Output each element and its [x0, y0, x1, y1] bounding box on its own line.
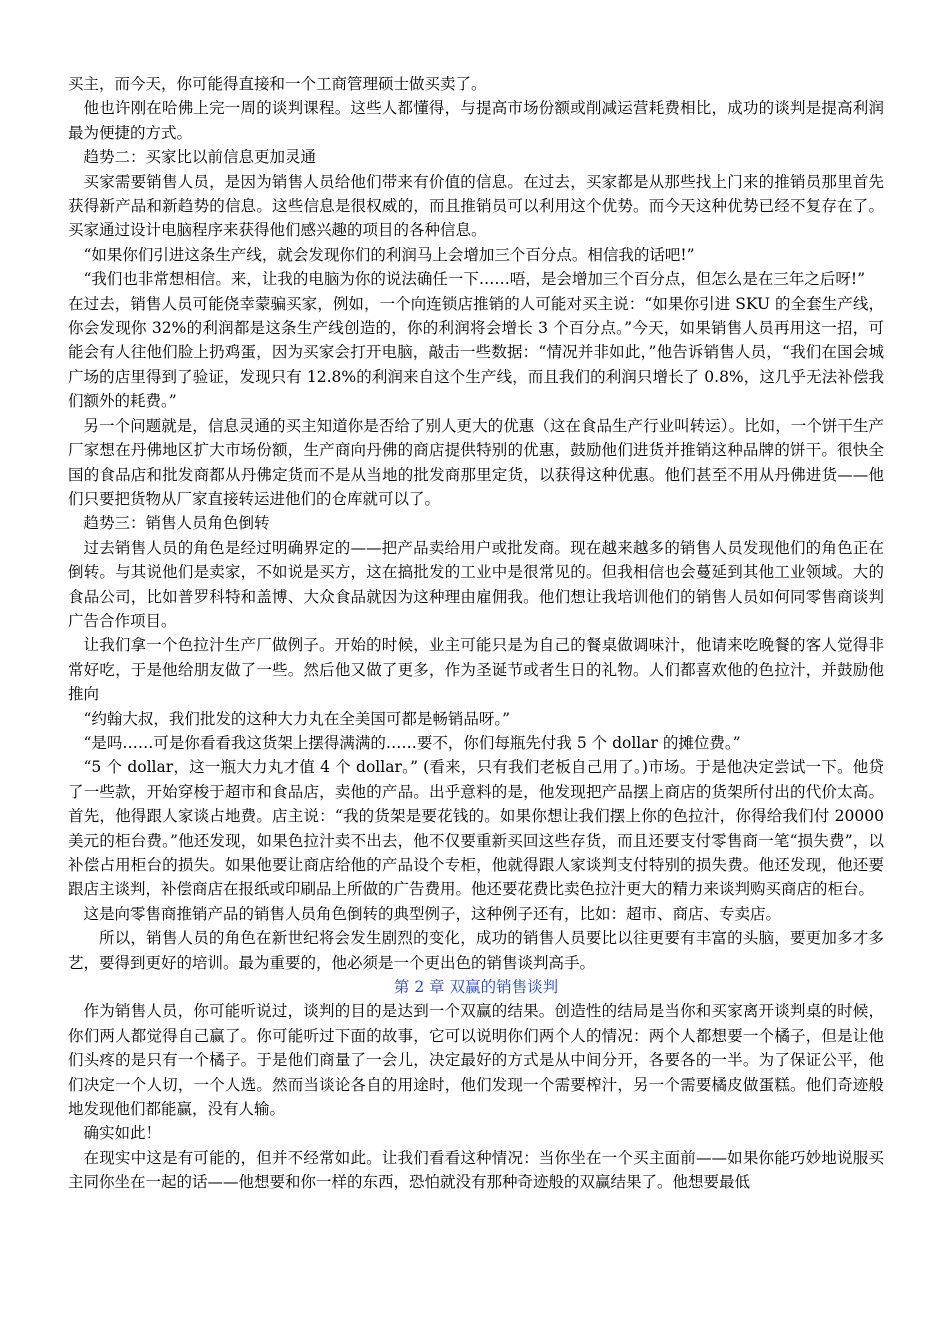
paragraph-conclusion: 所以，销售人员的角色在新世纪将会发生剧烈的变化，成功的销售人员要比以往更要有丰富的头脑，要更加多才多艺，要得到更好的培训。最为重要的，他必须是一个更出色的销售谈判高手。 [68, 929, 884, 972]
paragraph-salad-dressing: 让我们拿一个色拉汁生产厂做例子。开始的时候，业主可能只是为自己的餐桌做调味汁，他请来吃晚餐的客人觉得非常好吃，于是他给朋友做了一些。然后他又做了更多，作为圣诞节或者生日的礼物。人们都喜欢他的色拉汁，并鼓励他推向 [68, 636, 884, 704]
paragraph-win-win: 作为销售人员，你可能听说过，谈判的目的是达到一个双赢的结果。创造性的结局是当你和买家离开谈判桌的时候，你们两人都觉得自己赢了。你可能听过下面的故事，它可以说明你们两个人的情况：两个人都想要一个橘子，但是让他们头疼的是只有一个橘子。于是他们商量了一会儿，决定最好的方式是从中间分开，各要各的一半。为了保证公平，他们决定一个人切，一个人选。然而当谈论各自的用途时，他们发现一个需要榨汁，另一个需要橘皮做蛋糕。他们奇迹般地发现他们都能赢，没有人输。 [68, 1002, 884, 1119]
paragraph-harvard: 他也许刚在哈佛上完一周的谈判课程。这些人都懂得，与提高市场份额或削减运营耗费相比，成功的谈判是提高利润最为便捷的方式。 [68, 99, 884, 142]
paragraph-typical-example: 这是向零售商推销产品的销售人员角色倒转的典型例子，这种例子还有，比如：超市、商店、专卖店。 [83, 904, 782, 923]
paragraph-quote-profit: “如果你们引进这条生产线，就会发现你们的利润马上会增加三个百分点。相信我的话吧!” [83, 245, 695, 264]
chapter-title: 第 2 章 双赢的销售谈判 [393, 978, 559, 997]
paragraph-quote-shelf-fee: “是吗……可是你看看我这货架上摆得满满的……要不，你们每瓶先付我 5 个 dollar 的摊位费。” [83, 733, 741, 752]
paragraph-buyer-info: 买家需要销售人员，是因为销售人员给他们带来有价值的信息。在过去，买家都是从那些找上门来的推销员那里首先获得新产品和新趋势的信息。这些信息是很权威的，而且推销员可以利用这个优势。而今天这种优势已经不复存在了。买家通过设计电脑程序来获得他们感兴趣的项目的各种信息。 [68, 172, 884, 240]
heading-trend-three: 趋势三：销售人员角色倒转 [83, 514, 270, 533]
paragraph-role-reversal: 过去销售人员的角色是经过明确界定的——把产品卖给用户或批发商。现在越来越多的销售人员发现他们的角色正在倒转。与其说他们是卖家，不如说是买方，这在搞批发的工业中是很常见的。但我相信也会蔓延到其他工业领域。大的食品公司，比如普罗科特和盖博、大众食品就因为这种理由雇佣我。他们想让我培训他们的销售人员如何同零售商谈判广告合作项目。 [68, 538, 884, 630]
paragraph-quote-computer: “我们也非常想相信。来，让我的电脑为你的说法确任一下……唔，是会增加三个百分点，但怎么是在三年之后呀!” [83, 270, 866, 289]
paragraph-diverting: 另一个问题就是，信息灵通的买主知道你是否给了别人更大的优惠（这在食品生产行业叫转运）。比如，一个饼干生产厂家想在丹佛地区扩大市场份额，生产商向丹佛的商店提供特别的优惠，鼓励他们进货并推销这种品牌的饼干。很快全国的食品店和批发商都从丹佛定货而不是从当地的批发商那里定货，以获得这种优惠。他们甚至不用从丹佛进货——他们只要把货物从厂家直接转运进他们的仓库就可以了。 [68, 416, 884, 508]
paragraph-quote-uncle-john: “约翰大叔，我们批发的这种大力丸在全美国可都是畅销品呀。” [83, 709, 511, 728]
heading-trend-two: 趋势二：买家比以前信息更加灵通 [83, 148, 317, 167]
paragraph-market-attempt: “5 个 dollar，这一瓶大力丸才值 4 个 dollar。” (看来，只有我们老板自己用了。)市场。于是他决定尝试一下。他贷了一些款，开始穿梭于超市和食品店，卖他的产品。出乎意料的是，他发现把产品摆上商店的货架所付出的代价太高。首先，他得跟人家谈占地费。店主说：“我的货架是要花钱的。如果你想让我们摆上你的色拉汁，你得给我们付 20000 美元的柜台费。”他还发现，如果色拉汁卖不出去，他不仅要重新买回这些存货，而且还要支付零售商一笔“损失费”，以补偿占用柜台的损失。如果他要让商店给他的产品设个专柜，他就得跟人家谈判支付特别的损失费。他还发现，他还要跟店主谈判，补偿商店在报纸或印刷品上所做的广告费用。他还要花费比卖色拉汁更大的精力来谈判购买商店的柜台。 [68, 758, 884, 899]
paragraph-reality: 在现实中这是有可能的，但并不经常如此。让我们看看这种情况：当你坐在一个买主面前——如果你能巧妙地说服买主同你坐在一起的话——他想要和你一样的东西，恐怕就没有那种奇迹般的双赢结果了。他想要最低 [68, 1148, 884, 1192]
paragraph-buyer-mba: 买主，而今天，你可能得直接和一个工商管理硕士做买卖了。 [68, 75, 487, 93]
paragraph-indeed: 确实如此！ [83, 1124, 162, 1143]
paragraph-sku-example: 在过去，销售人员可能侥幸蒙骗买家，例如，一个向连锁店推销的人可能对买主说：“如果你引进 SKU 的全套生产线，你会发现你 32%的利润都是这条生产线创造的，你的利润将会增长 3 个百分点。”今天，如果销售人员再用这一招，可能会有人往他们脸上扔鸡蛋，因为买家会打开电脑，敲击一些数据：“情况并非如此，”他告诉销售人员，“我们在国会城广场的店里得到了验证，发现只有 12.8%的利润来自这个生产线，而且我们的利润只增长了 0.8%，这几乎无法补偿我们额外的耗费。” [68, 294, 884, 411]
